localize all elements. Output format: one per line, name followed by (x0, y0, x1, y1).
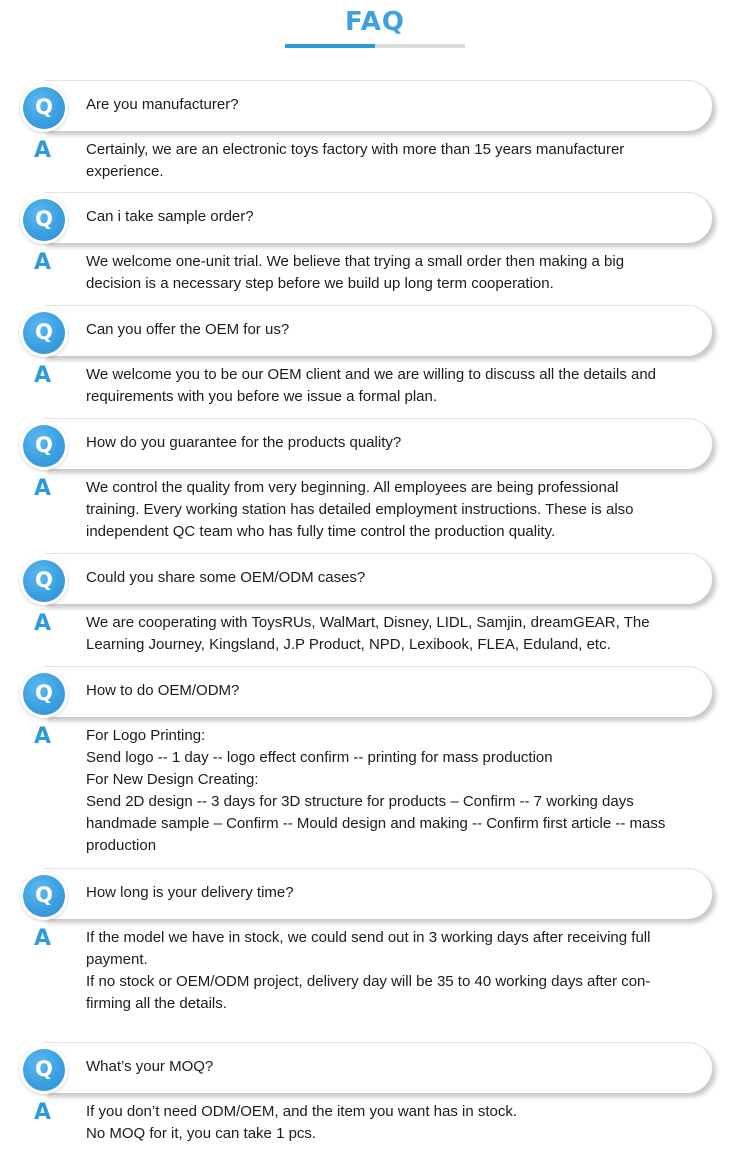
answer-line: Send logo -- 1 day -- logo effect confirm -- printing for mass production (86, 749, 553, 766)
question-text: How do you guarantee for the products quality? (86, 434, 402, 451)
answer-line: Learning Journey, Kingsland, J.P Product, NPD, Lexibook, FLEA, Eduland, etc. (86, 636, 611, 653)
answer-line: requirements with you before we issue a formal plan. (86, 388, 438, 405)
question-badge (20, 557, 68, 605)
answer-line: If you don’t need ODM/OEM, and the item you want has in stock. (86, 1103, 518, 1120)
answer-line: If the model we have in stock, we could send out in 3 working days after receiving full (86, 929, 651, 946)
answer-line: payment. (86, 951, 148, 968)
question-badge (20, 196, 68, 244)
answer-line: handmade sample – Confirm -- Mould design and making -- Confirm first article -- mass (86, 815, 666, 832)
answer-badge-letter: A (34, 926, 52, 951)
title-underline (285, 44, 465, 48)
question-text: How to do OEM/ODM? (86, 682, 240, 699)
question-text: What’s your MOQ? (86, 1058, 214, 1075)
question-text: Can you offer the OEM for us? (86, 321, 290, 338)
answer-badge-letter: A (34, 1100, 52, 1125)
question-badge-letter: Q (23, 875, 65, 917)
answer-text (86, 612, 714, 656)
question-badge (20, 872, 68, 920)
answer-line: training. Every working station has detailed employment instructions. These is also (86, 501, 634, 518)
question-text: Are you manufacturer? (86, 96, 239, 113)
answer-badge-letter: A (34, 724, 52, 749)
answer-line: We welcome you to be our OEM client and we are willing to discuss all the details and (86, 366, 657, 383)
answer-line: production (86, 837, 157, 854)
answer-text (86, 927, 714, 1015)
answer-text (86, 251, 714, 295)
answer-line: experience. (86, 163, 164, 180)
question-badge (20, 84, 68, 132)
answer-line: We are cooperating with ToysRUs, WalMart, Disney, LIDL, Samjin, dreamGEAR, The (86, 614, 650, 631)
answer-line: We control the quality from very beginning. All employees are being professional (86, 479, 619, 496)
question-badge-letter: Q (23, 1049, 65, 1091)
answer-line: If no stock or OEM/ODM project, delivery day will be 35 to 40 working days after con- (86, 973, 651, 990)
question-text: Could you share some OEM/ODM cases? (86, 569, 366, 586)
answer-badge-letter: A (34, 138, 52, 163)
answer-line: Send 2D design -- 3 days for 3D structure for products – Confirm -- 7 working days (86, 793, 634, 810)
answer-line: For Logo Printing: (86, 727, 206, 744)
answer-badge-letter: A (34, 476, 52, 501)
question-badge (20, 1046, 68, 1094)
answer-text (86, 364, 714, 408)
answer-line: We welcome one-unit trial. We believe that trying a small order then making a big (86, 253, 625, 270)
title-underline-accent (285, 44, 375, 48)
answer-line: independent QC team who has fully time control the production quality. (86, 523, 556, 540)
question-badge-letter: Q (23, 425, 65, 467)
answer-line: No MOQ for it, you can take 1 pcs. (86, 1125, 317, 1142)
question-badge (20, 309, 68, 357)
answer-line: Certainly, we are an electronic toys factory with more than 15 years manufacturer (86, 141, 625, 158)
answer-badge-letter: A (34, 250, 52, 275)
answer-line: firming all the details. (86, 995, 227, 1012)
question-badge (20, 670, 68, 718)
answer-text (86, 1101, 714, 1145)
answer-line: For New Design Creating: (86, 771, 259, 788)
question-badge-letter: Q (23, 87, 65, 129)
answer-text (86, 725, 714, 857)
answer-text (86, 477, 714, 543)
question-badge-letter: Q (23, 199, 65, 241)
answer-text (86, 139, 714, 183)
question-badge-letter: Q (23, 560, 65, 602)
question-badge-letter: Q (23, 673, 65, 715)
question-badge (20, 422, 68, 470)
question-badge-letter: Q (23, 312, 65, 354)
answer-line: decision is a necessary step before we build up long term cooperation. (86, 275, 554, 292)
answer-badge-letter: A (34, 363, 52, 388)
question-text: How long is your delivery time? (86, 884, 294, 901)
answer-badge-letter: A (34, 611, 52, 636)
question-text: Can i take sample order? (86, 208, 254, 225)
page-title: FAQ (344, 7, 405, 37)
